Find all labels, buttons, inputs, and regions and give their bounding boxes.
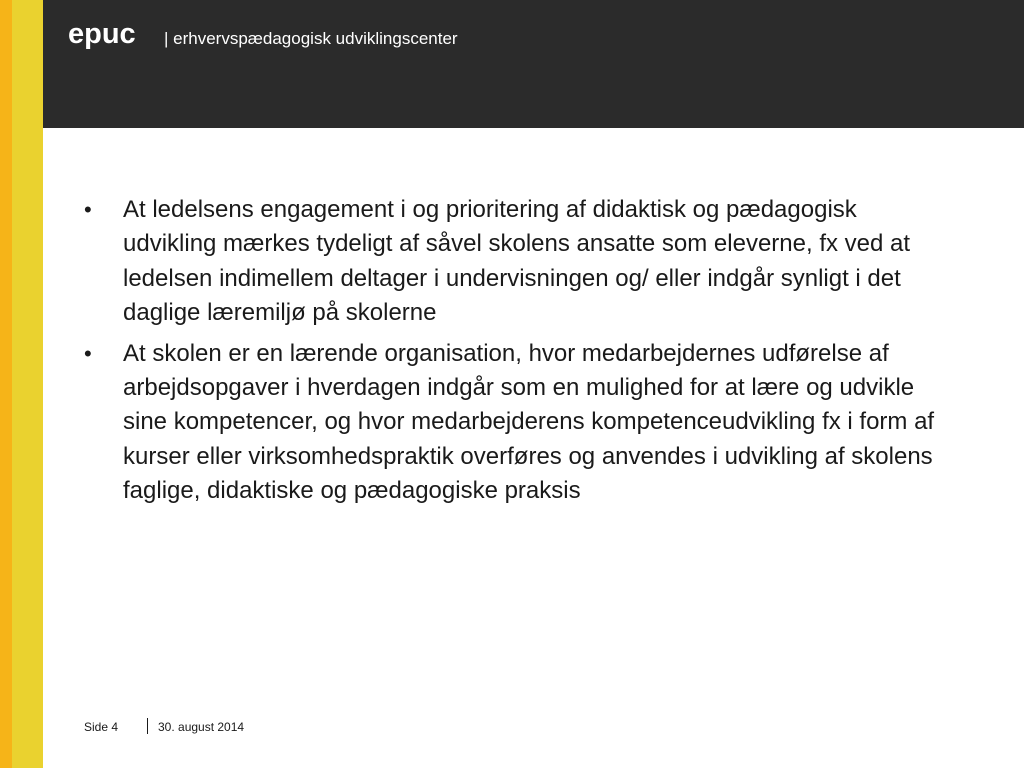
footer-divider — [147, 718, 148, 734]
bullet-text: At ledelsens engagement i og prioritering af didaktisk og pædagogisk udvikling mærkes tydeligt af såvel skolens ansatte som eleverne, fx ved at ledelsen indimellem deltager i undervisningen og/ eller indgår synligt i det daglige læremiljø på skolerne — [123, 196, 911, 327]
bullet-list — [84, 193, 954, 515]
epuc-logo: epuc — [68, 18, 136, 50]
header-bar — [43, 0, 1024, 128]
accent-stripe-orange — [0, 0, 12, 768]
bullet-icon: • — [84, 197, 92, 222]
bullet-item — [84, 337, 954, 509]
header-tagline: | erhvervspædagogisk udviklingscenter — [164, 29, 458, 48]
bullet-icon: • — [84, 340, 92, 366]
bullet-item — [84, 193, 954, 331]
bullet-text: At skolen er en lærende organisation, hvor medarbejdernes udførelse af arbejdsopgaver i hverdagen indgår som en mulighed for at lære og udvikle sine kompetencer, og hvor medarbejderens kompetenceudvikling fx i form af kurser eller virksomhedspraktik overføres og anvendes i udvikling af skolens faglige, didaktiske og pædagogiske praksis — [123, 339, 935, 505]
footer-date: 30. august 2014 — [158, 720, 245, 734]
page-number: Side 4 — [84, 720, 119, 734]
accent-stripe-yellow — [12, 0, 43, 768]
